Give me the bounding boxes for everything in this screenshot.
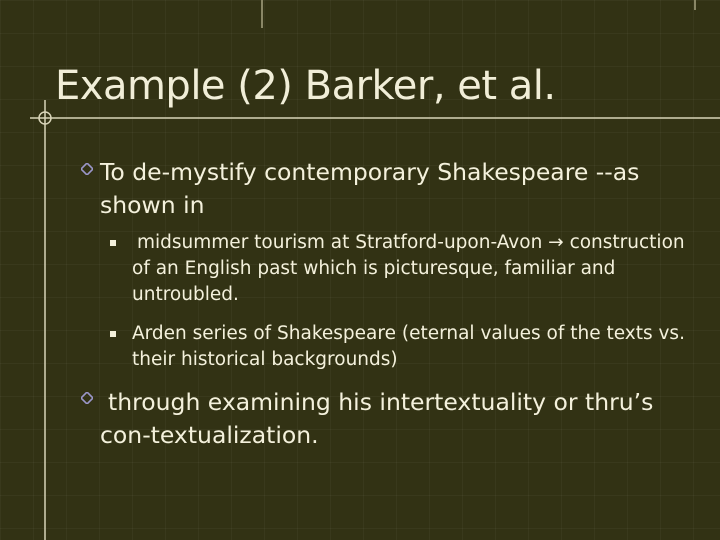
square-bullet-icon — [110, 240, 116, 246]
sub-bullet-item-1: midsummer tourism at Stratford-upon-Avon → construction of an English past which is picturesque, familiar and untroubled. — [132, 232, 685, 305]
bullet-item-1: To de-mystify contemporary Shakespeare --as shown in — [100, 158, 640, 219]
diamond-bullet-icon — [81, 392, 93, 404]
slide-title: Example (2) Barker, et al. — [55, 63, 556, 109]
square-bullet-icon — [110, 331, 116, 337]
sub-bullet-item-2: Arden series of Shakespeare (eternal values of the texts vs. their historical backgrounds) — [132, 323, 685, 370]
bullet-item-2: through examining his intertextuality or thru’s con-textualization. — [100, 388, 654, 449]
diamond-bullet-icon — [81, 163, 93, 175]
